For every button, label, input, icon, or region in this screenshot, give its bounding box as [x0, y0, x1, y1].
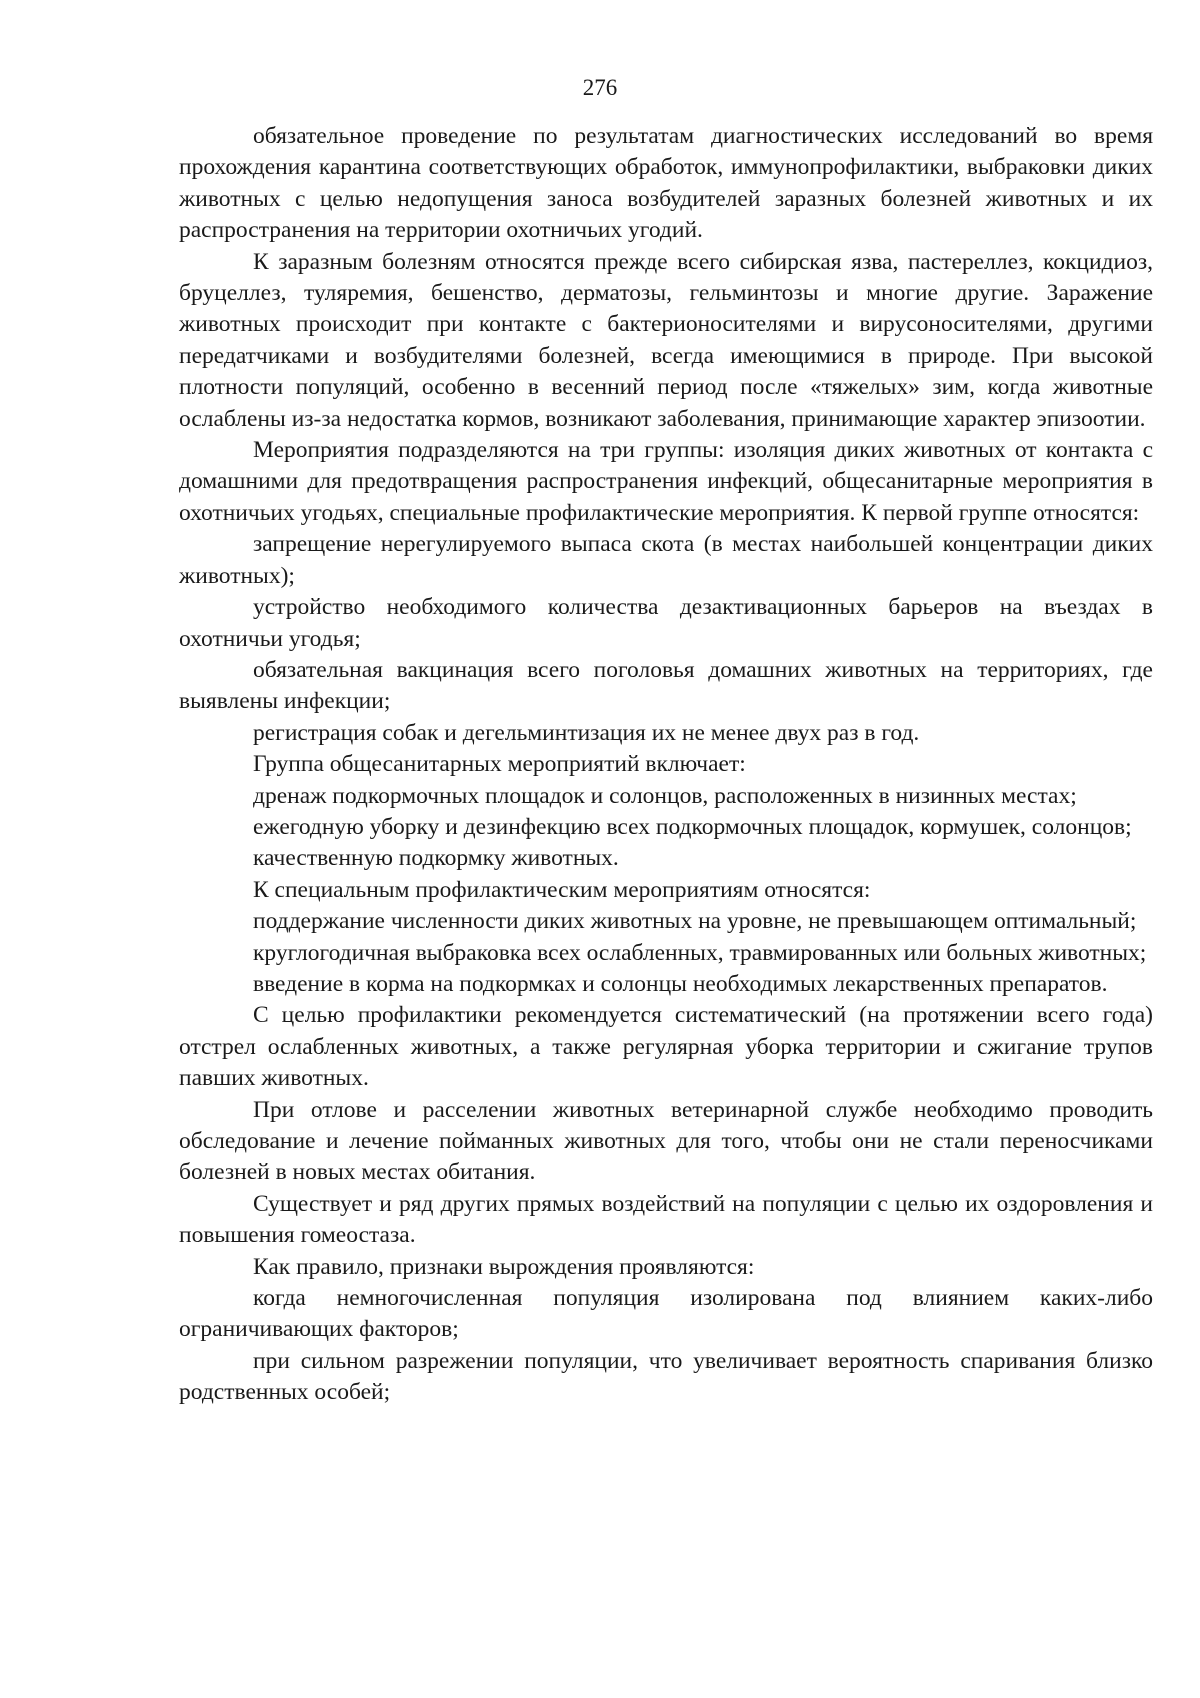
list-item: введение в корма на подкормках и солонцы необходимых лекарственных препаратов. [253, 970, 1108, 997]
list-item: когда немногочисленная популяция изолирована под влиянием каких-либо ограничивающих факторов; [179, 1285, 1153, 1343]
paragraph: К заразным болезням относятся прежде всего сибирская язва, пастереллез, кокцидиоз, бруцеллез, туляремия, бешенство, дерматозы, гельминтозы и многие другие. Заражение животных происходит при контакте с бактерионосителями и вирусоносителями, другими передатчиками и возбудителями болезней, всегда имеющимися в природе. При высокой плотности популяций, особенно в весенний период после «тяжелых» зим, когда животные ослаблены из-за недостатка кормов, возникают заболевания, принимающие характер эпизоотии. [179, 248, 1153, 432]
list-item: запрещение нерегулируемого выпаса скота (в местах наибольшей концентрации диких животных); [179, 531, 1153, 589]
page-number: 276 [582, 75, 618, 100]
list-item: поддержание численности диких животных на уровне, не превышающем оптимальный; [253, 908, 1137, 935]
list-item: дренаж подкормочных площадок и солонцов, расположенных в низинных местах; [253, 782, 1077, 809]
list-item: качественную подкормку животных. [253, 845, 619, 872]
paragraph: обязательное проведение по результатам диагностических исследований во время прохождения карантина соответствующих обработок, иммунопрофилактики, выбраковки диких животных с целью недопущения заноса возбудителей заразных болезней животных и их распространения на территории охотничьих угодий. [179, 123, 1153, 244]
paragraph: К специальным профилактическим мероприятиям относятся: [253, 876, 871, 903]
document-body [179, 121, 1153, 1409]
list-item: обязательная вакцинация всего поголовья домашних животных на территориях, где выявлены инфекции; [179, 656, 1153, 715]
list-item: регистрация собак и дегельминтизация их не менее двух раз в год. [253, 719, 920, 746]
paragraph: Существует и ряд других прямых воздействий на популяции с целью их оздоровления и повышения гомеостаза. [179, 1190, 1153, 1249]
list-item: ежегодную уборку и дезинфекцию всех подкормочных площадок, кормушек, солонцов; [253, 813, 1132, 840]
list-item: при сильном разрежении популяции, что увеличивает вероятность спаривания близко родственных особей; [179, 1347, 1153, 1406]
paragraph: Мероприятия подразделяются на три группы: изоляция диких животных от контакта с домашними для предотвращения распространения инфекций, общесанитарные мероприятия в охотничьих угодьях, специальные профилактические мероприятия. К первой группе относятся: [179, 437, 1153, 526]
paragraph: Как правило, признаки вырождения проявляются: [253, 1253, 755, 1280]
paragraph: С целью профилактики рекомендуется систематический (на протяжении всего года) отстрел ослабленных животных, а также регулярная уборка территории и сжигание трупов павших животных. [179, 1002, 1153, 1092]
paragraph: Группа общесанитарных мероприятий включает: [253, 751, 746, 778]
paragraph: При отлове и расселении животных ветеринарной службе необходимо проводить обследование и лечение пойманных животных для того, чтобы они не стали переносчиками болезней в новых местах обитания. [179, 1096, 1153, 1186]
list-item: устройство необходимого количества дезактивационных барьеров на въездах в охотничьи угодья; [179, 594, 1153, 652]
list-item: круглогодичная выбраковка всех ослабленных, травмированных или больных животных; [253, 939, 1147, 966]
